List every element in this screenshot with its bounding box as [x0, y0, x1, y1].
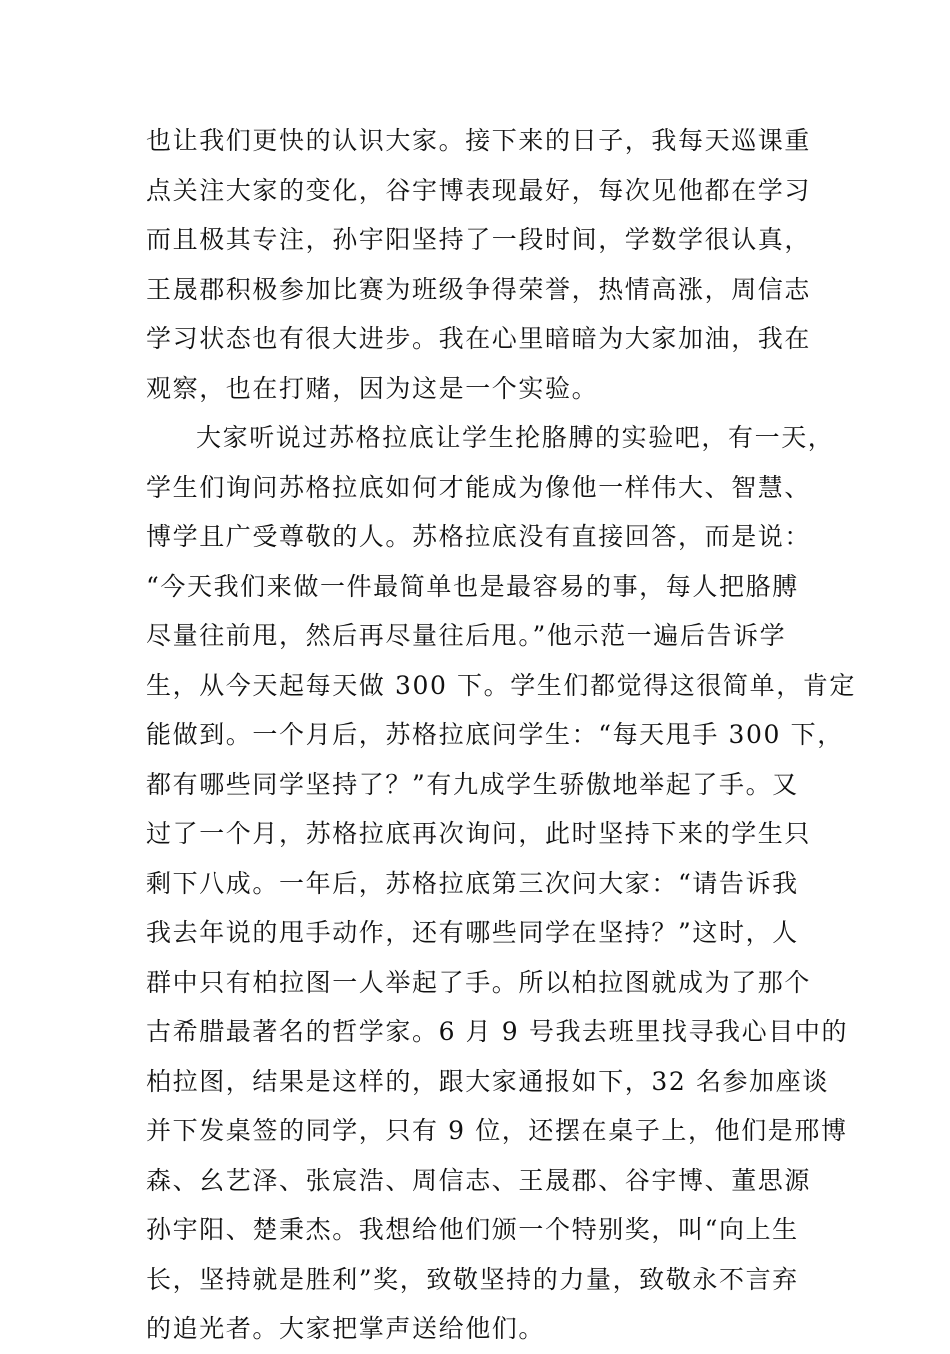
text-line: 能做到。一个月后，苏格拉底问学生：“每天甩手 300 下，: [146, 720, 844, 749]
text-line: 观察，也在打赌，因为这是一个实验。: [146, 373, 599, 403]
text-line: 博学且广受尊敬的人。苏格拉底没有直接回答，而是说：: [146, 522, 812, 551]
body-text: [146, 116, 857, 1354]
text-line: 学习状态也有很大进步。我在心里暗暗为大家加油，我在: [146, 324, 812, 353]
text-line: 我去年说的甩手动作，还有哪些同学在坚持？”这时，人: [146, 918, 799, 947]
text-line: 并下发桌签的同学，只有 9 位，还摆在桌子上，他们是邢博: [146, 1116, 848, 1145]
text-line: 王晟郡积极参加比赛为班级争得荣誉，热情高涨，周信志: [146, 274, 812, 304]
text-line: 孙宇阳、楚秉杰。我想给他们颁一个特别奖，叫“向上生: [146, 1215, 799, 1244]
paragraph-start-line: 大家听说过苏格拉底让学生抡胳膊的实验吧，有一天，: [196, 423, 835, 452]
text-line: 都有哪些同学坚持了？”有九成学生骄傲地举起了手。又: [146, 769, 799, 799]
text-line: 的追光者。大家把掌声送给他们。: [146, 1314, 546, 1343]
text-line: 古希腊最著名的哲学家。6 月 9 号我去班里找寻我心目中的: [146, 1017, 849, 1046]
text-line: 群中只有柏拉图一人举起了手。所以柏拉图就成为了那个: [146, 967, 812, 997]
text-line: 森、幺艺泽、张宸浩、周信志、王晟郡、谷宇博、董思源: [146, 1165, 812, 1195]
text-line: 尽量往前甩，然后再尽量往后甩。”他示范一遍后告诉学: [146, 621, 787, 650]
text-line: “今天我们来做一件最简单也是最容易的事，每人把胳膊: [146, 571, 799, 601]
text-line: 过了一个月，苏格拉底再次询问，此时坚持下来的学生只: [146, 819, 812, 848]
text-line: 柏拉图，结果是这样的，跟大家通报如下，32 名参加座谈: [146, 1066, 829, 1096]
text-line: 剩下八成。一年后，苏格拉底第三次问大家：“请告诉我: [146, 868, 799, 898]
text-line: 也让我们更快的认识大家。接下来的日子，我每天巡课重: [146, 126, 812, 155]
text-line: 学生们询问苏格拉底如何才能成为像他一样伟大、智慧、: [146, 472, 812, 502]
text-line: 而且极其专注，孙宇阳坚持了一段时间，学数学很认真，: [146, 225, 812, 254]
text-line: 长，坚持就是胜利”奖，致敬坚持的力量，致敬永不言弃: [146, 1264, 799, 1294]
text-line: 生，从今天起每天做 300 下。学生们都觉得这很简单，肯定: [146, 670, 857, 700]
text-line: 点关注大家的变化，谷宇博表现最好，每次见他都在学习: [146, 175, 812, 205]
